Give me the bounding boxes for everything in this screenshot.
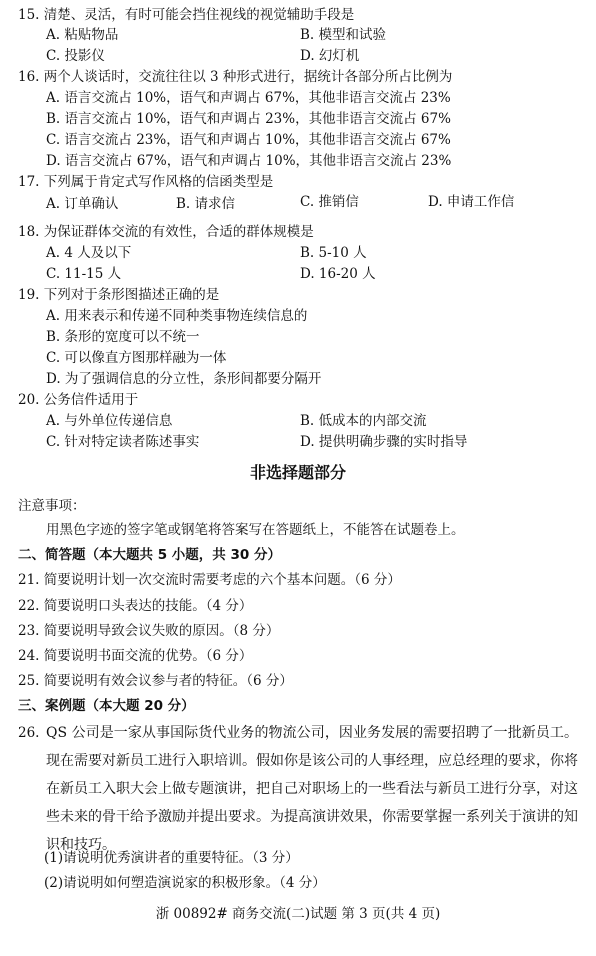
q20-option-c: C. 针对特定读者陈述事实 — [46, 434, 200, 450]
q18-option-b: B. 5-10 人 — [300, 245, 367, 261]
q26-case-text: QS 公司是一家从事国际货代业务的物流公司，因业务发展的需要招聘了一批新员工。现在需要对新员工进行入职培训。假如你是该公司的人事经理，应总经理的要求，你将在新员工入职大会上做专题演讲，把自己对职场上的一些看法与新员工进行分享，对这些未来的骨干给予激励并提出要求。为提高演讲效果，你需要掌握一系列关于演讲的知识和技巧。 — [46, 725, 578, 853]
q17-option-d: D. 申请工作信 — [428, 194, 515, 210]
q19-option-c: C. 可以像直方图那样融为一体 — [46, 350, 227, 366]
q25: 25. 简要说明有效会议参与者的特征。（6 分） — [18, 673, 293, 689]
q26-sub-2: (2)请说明如何塑造演说家的积极形象。（4 分） — [44, 875, 326, 891]
q20-option-b: B. 低成本的内部交流 — [300, 413, 427, 429]
q18-option-a: A. 4 人及以下 — [46, 245, 132, 261]
q22: 22. 简要说明口头表达的技能。（4 分） — [18, 598, 253, 614]
q24: 24. 简要说明书面交流的优势。（6 分） — [18, 648, 253, 664]
q26-sub-1: (1)请说明优秀演讲者的重要特征。（3 分） — [44, 850, 299, 866]
q17-stem: 17. 下列属于肯定式写作风格的信函类型是 — [18, 174, 274, 190]
q16-option-d: D. 语言交流占 67%，语气和声调占 10%，其他非语言交流占 23% — [46, 153, 452, 169]
q18-stem: 18. 为保证群体交流的有效性，合适的群体规模是 — [18, 224, 314, 240]
q18-option-c: C. 11-15 人 — [46, 266, 122, 282]
q17-option-c: C. 推销信 — [300, 194, 359, 210]
q17-option-b: B. 请求信 — [176, 196, 236, 212]
notice-text: 用黑色字迹的签字笔或钢笔将答案写在答题纸上，不能答在试题卷上。 — [46, 522, 465, 538]
q19-stem: 19. 下列对于条形图描述正确的是 — [18, 287, 220, 303]
q15-option-d: D. 幻灯机 — [300, 48, 360, 64]
q19-option-d: D. 为了强调信息的分立性，条形间都要分隔开 — [46, 371, 322, 387]
q19-option-b: B. 条形的宽度可以不统一 — [46, 329, 200, 345]
q15-option-a: A. 粘贴物品 — [46, 27, 119, 43]
q15-stem: 15. 清楚、灵活，有时可能会挡住视线的视觉辅助手段是 — [18, 7, 355, 23]
notice-label: 注意事项： — [18, 498, 86, 514]
q16-option-a: A. 语言交流占 10%，语气和声调占 67%，其他非语言交流占 23% — [46, 90, 451, 106]
q20-option-d: D. 提供明确步骤的实时指导 — [300, 434, 468, 450]
q20-option-a: A. 与外单位传递信息 — [46, 413, 173, 429]
section-title: 非选择题部分 — [249, 463, 346, 482]
q15-option-b: B. 模型和试验 — [300, 27, 387, 43]
q21: 21. 简要说明计划一次交流时需要考虑的六个基本问题。（6 分） — [18, 572, 401, 588]
q23: 23. 简要说明导致会议失败的原因。（8 分） — [18, 623, 280, 639]
q19-option-a: A. 用来表示和传递不同种类事物连续信息的 — [46, 308, 308, 324]
part2-heading: 二、简答题（本大题共 5 小题，共 30 分） — [18, 547, 281, 563]
q15-option-c: C. 投影仪 — [46, 48, 105, 64]
part3-heading: 三、案例题（本大题 20 分） — [18, 698, 195, 714]
q16-option-c: C. 语言交流占 23%，语气和声调占 10%，其他非语言交流占 67% — [46, 132, 451, 148]
q16-stem: 16. 两个人谈话时，交流往往以 3 种形式进行，据统计各部分所占比例为 — [18, 69, 453, 85]
q18-option-d: D. 16-20 人 — [300, 266, 376, 282]
q16-option-b: B. 语言交流占 10%，语气和声调占 23%，其他非语言交流占 67% — [46, 111, 451, 127]
q17-option-a: A. 订单确认 — [46, 196, 119, 212]
q26-number: 26. — [18, 725, 40, 741]
page-footer: 浙 00892# 商务交流(二)试题 第 3 页(共 4 页) — [155, 906, 441, 922]
q20-stem: 20. 公务信件适用于 — [18, 392, 139, 408]
